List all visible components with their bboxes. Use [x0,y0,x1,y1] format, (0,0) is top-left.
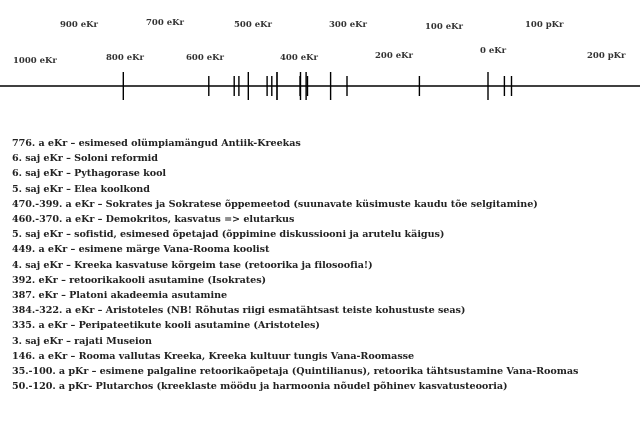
event-item: 460.-370. a eKr – Demokritos, kasvatus => elutarkus [12,214,295,226]
year-label-300-ekr: 300 eKr [329,20,367,30]
year-label-100-pkr: 100 pKr [525,20,564,30]
timeline [0,0,640,110]
event-item: 384.-322. a eKr – Aristoteles (NB! Rõhutas riigi esmatähtsast teiste kohustuste seas) [12,305,466,317]
event-item: 449. a eKr – esimene märge Vana-Rooma koolist [12,244,270,256]
year-label-600-ekr: 600 eKr [186,53,224,63]
event-item: 6. saj eKr – Soloni reformid [12,153,158,165]
event-item: 5. saj eKr – Elea koolkond [12,183,150,195]
event-item: 387. eKr – Platoni akadeemia asutamine [12,290,228,302]
event-item: 5. saj eKr – sofistid, esimesed õpetajad (õppimine diskussiooni ja arutelu käigus) [12,229,445,241]
year-label-200-ekr: 200 eKr [375,51,413,61]
year-label-500-ekr: 500 eKr [234,20,272,30]
event-item: 35.-100. a pKr – esimene palgaline retoorikaõpetaja (Quintilianus), retoorika tähtsustamine Vana-Roomas [12,366,579,378]
year-label-900-ekr: 900 eKr [60,20,98,30]
year-label-0-ekr: 0 eKr [480,46,507,56]
year-label-1000-ekr: 1000 eKr [13,56,57,66]
event-item: 146. a eKr – Rooma vallutas Kreeka, Kreeka kultuur tungis Vana-Roomasse [12,350,415,362]
event-list [12,136,637,394]
event-item: 50.-120. a pKr- Plutarchos (kreeklaste möödu ja harmoonia nõudel põhinev kasvatusteooria) [12,381,508,393]
event-item: 776. a eKr – esimesed olümpiamängud Antiik-Kreekas [12,138,301,149]
year-label-200-pkr: 200 pKr [587,51,626,61]
event-item: 6. saj eKr – Pythagorase kool [12,168,167,180]
event-item: 4. saj eKr – Kreeka kasvatuse kõrgeim tase (retoorika ja filosoofia!) [12,259,373,271]
event-item: 392. eKr – retoorikakooli asutamine (Isokrates) [12,274,267,286]
event-item: 3. saj eKr – rajati Museion [12,335,152,347]
year-label-400-ekr: 400 eKr [280,53,318,63]
year-label-100-ekr: 100 eKr [425,22,463,32]
event-item: 470.-399. a eKr – Sokrates ja Sokratese õppemeetod (suunavate küsimuste kaudu tõe selgitamine) [12,198,538,210]
event-item: 335. a eKr – Peripateetikute kooli asutamine (Aristoteles) [12,320,320,332]
year-label-800-ekr: 800 eKr [106,53,144,63]
year-label-700-ekr: 700 eKr [146,18,184,28]
